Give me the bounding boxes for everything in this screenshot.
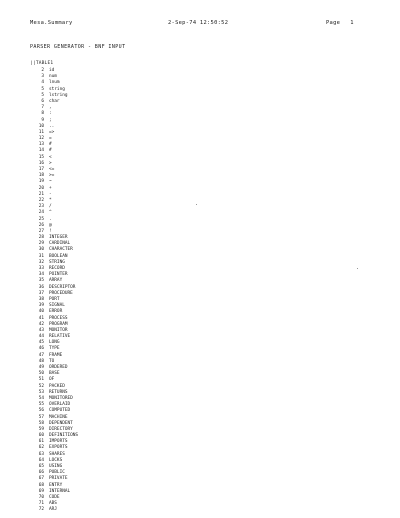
entry-name: SIGNAL [49, 303, 65, 309]
tables-label: ||TABLE1 [30, 61, 54, 66]
entry-name: FRAME [49, 352, 63, 358]
entry-number: 9 [41, 117, 44, 123]
entry-name: MACHINE [49, 414, 68, 420]
entry-number: 59 [38, 426, 44, 432]
entry-number: 66 [38, 470, 44, 476]
entry-name: ~ [49, 179, 52, 185]
entry-name: >= [49, 173, 55, 179]
entry-name: ; [49, 117, 52, 123]
scan-speck [357, 268, 358, 269]
entry-name: .. [49, 123, 55, 129]
entry-number: 54 [38, 395, 44, 401]
entry-name: , [49, 105, 52, 111]
entry-number: 5 [41, 92, 44, 98]
entry-number: 63 [38, 451, 44, 457]
entry-number: 65 [38, 464, 44, 469]
entry-name: INTERNAL [49, 488, 71, 494]
entry-number: 70 [38, 494, 44, 500]
entry-name: CARDINAL [49, 241, 71, 247]
entry-number: 39 [38, 303, 44, 309]
entry-number: 13 [38, 142, 44, 148]
entry-name: TYPE [49, 346, 60, 352]
page-number: 1 [350, 20, 354, 26]
entry-number: 25 [38, 216, 44, 222]
entry-number: 51 [38, 377, 44, 383]
entry-name: PROCESS [49, 315, 68, 321]
entry-number: 17 [38, 167, 44, 172]
section-title: PARSER GENERATOR - BNF INPUT [30, 44, 126, 50]
entry-number: 68 [38, 482, 44, 488]
entry-number: 67 [38, 476, 44, 482]
entry-name: LONG [49, 340, 60, 346]
entry-number: 4 [41, 80, 44, 86]
entry-number: 42 [38, 321, 44, 327]
entry-name: id [49, 68, 55, 73]
entry-name: DEFINITIONS [49, 433, 79, 439]
entry-name: CHARACTER [49, 247, 73, 253]
entry-name: COMPUTED [49, 408, 71, 414]
entry-name: RECORD [49, 266, 65, 271]
entry-name: INTEGER [49, 235, 68, 241]
entry-number: 56 [38, 408, 44, 414]
entry-number: 44 [38, 334, 44, 340]
entry-number: 58 [38, 420, 44, 426]
entry-name: > [49, 160, 52, 166]
entry-name: POINTER [49, 272, 68, 278]
entry-number: 8 [41, 111, 44, 117]
entry-name: ^ [49, 210, 52, 216]
page-label: Page [326, 20, 341, 26]
entry-name: num [49, 74, 57, 80]
entry-number: 29 [38, 241, 44, 247]
entry-name: : [49, 111, 52, 117]
entry-name: + [49, 185, 52, 191]
entry-name: IMPORTS [49, 439, 68, 445]
entry-number: 62 [38, 445, 44, 451]
entry-name: string [49, 86, 65, 92]
entry-name: lstring [49, 92, 68, 98]
entry-name: OVERLAID [49, 402, 71, 408]
entry-name: ARJ [49, 507, 57, 513]
entry-name: TO [49, 358, 55, 364]
entry-name: CODE [49, 494, 60, 500]
entry-number: 19 [38, 179, 44, 185]
list-item [30, 507, 57, 513]
entry-number: 69 [38, 488, 44, 494]
entry-number: 41 [38, 315, 44, 321]
entry-name: PACKED [49, 383, 65, 389]
entry-number: 35 [38, 278, 44, 284]
entry-name: ABS [49, 501, 57, 507]
entry-name: BASE [49, 371, 60, 377]
entry-name: STRING [49, 259, 65, 265]
entry-number: 64 [38, 457, 44, 463]
entry-name: MONITORED [49, 395, 73, 401]
entry-name: @ [49, 222, 52, 228]
entry-name: lnum [49, 80, 60, 86]
entry-number: 20 [38, 185, 44, 191]
entry-name: # [49, 148, 52, 154]
entry-name: => [49, 129, 55, 135]
entry-name: ! [49, 228, 52, 234]
entry-name: RETURNS [49, 389, 68, 395]
entry-name: EXPORTS [49, 445, 68, 451]
entry-number: 14 [38, 148, 44, 154]
entry-name: <= [49, 167, 55, 172]
entry-number: 32 [38, 259, 44, 265]
entry-number: 21 [38, 191, 44, 197]
entry-number: 43 [38, 327, 44, 333]
entry-number: 28 [38, 235, 44, 241]
entry-name: PORT [49, 296, 60, 302]
entry-name: ERROR [49, 309, 63, 315]
entry-number: 52 [38, 383, 44, 389]
entry-name: PUBLIC [49, 470, 65, 476]
entry-number: 45 [38, 340, 44, 346]
entry-number: 71 [38, 501, 44, 507]
entry-number: 22 [38, 197, 44, 203]
entry-number: 60 [38, 433, 44, 439]
entry-name: # [49, 142, 52, 148]
entry-number: 7 [41, 105, 44, 111]
entry-name: . [49, 216, 52, 222]
header-module-name: Mesa.Summary [30, 20, 73, 26]
entry-number: 33 [38, 266, 44, 271]
entry-number: 5 [41, 86, 44, 92]
header-page [326, 20, 354, 26]
entry-number: 12 [38, 136, 44, 142]
entry-number: 2 [41, 68, 44, 73]
token-listing [30, 68, 79, 514]
entry-number: 46 [38, 346, 44, 352]
entry-name: DIRECTORY [49, 426, 73, 432]
entry-number: 55 [38, 402, 44, 408]
entry-name: ORDERED [49, 365, 68, 370]
entry-name: DEPENDENT [49, 420, 73, 426]
entry-number: 10 [38, 123, 44, 129]
entry-name: OF [49, 377, 55, 383]
entry-number: 48 [38, 358, 44, 364]
entry-number: 24 [38, 210, 44, 216]
entry-number: 16 [38, 160, 44, 166]
entry-number: 47 [38, 352, 44, 358]
entry-name: LOCKS [49, 457, 63, 463]
entry-number: 38 [38, 296, 44, 302]
entry-name: / [49, 204, 52, 210]
entry-name: < [49, 154, 52, 160]
entry-name: BOOLEAN [49, 253, 68, 259]
entry-number: 30 [38, 247, 44, 253]
entry-number: 40 [38, 309, 44, 315]
entry-name: char [49, 98, 60, 104]
entry-number: 57 [38, 414, 44, 420]
entry-name: SHARES [49, 451, 65, 457]
entry-name: MONITOR [49, 327, 68, 333]
entry-number: 15 [38, 154, 44, 160]
entry-name: PROCEDURE [49, 290, 73, 296]
entry-name: DESCRIPTOR [49, 284, 76, 290]
entry-number: 53 [38, 389, 44, 395]
entry-number: 49 [38, 365, 44, 370]
header-timestamp: 2-Sep-74 12:50:52 [168, 20, 229, 26]
entry-name: PRIVATE [49, 476, 68, 482]
entry-name: - [49, 191, 52, 197]
entry-name: RELATIVE [49, 334, 71, 340]
entry-name: USING [49, 464, 63, 469]
entry-number: 36 [38, 284, 44, 290]
scan-speck [196, 204, 197, 205]
entry-name: * [49, 197, 52, 203]
entry-number: 61 [38, 439, 44, 445]
entry-number: 50 [38, 371, 44, 377]
entry-number: 11 [38, 129, 44, 135]
entry-number: 26 [38, 222, 44, 228]
entry-number: 37 [38, 290, 44, 296]
entry-number: 6 [41, 98, 44, 104]
entry-number: 23 [38, 204, 44, 210]
entry-name: = [49, 136, 52, 142]
entry-number: 27 [38, 228, 44, 234]
entry-number: 72 [38, 507, 44, 513]
entry-name: ARRAY [49, 278, 63, 284]
entry-name: PROGRAM [49, 321, 68, 327]
entry-number: 3 [41, 74, 44, 80]
entry-number: 31 [38, 253, 44, 259]
entry-name: ENTRY [49, 482, 63, 488]
entry-number: 34 [38, 272, 44, 278]
entry-number: 18 [38, 173, 44, 179]
